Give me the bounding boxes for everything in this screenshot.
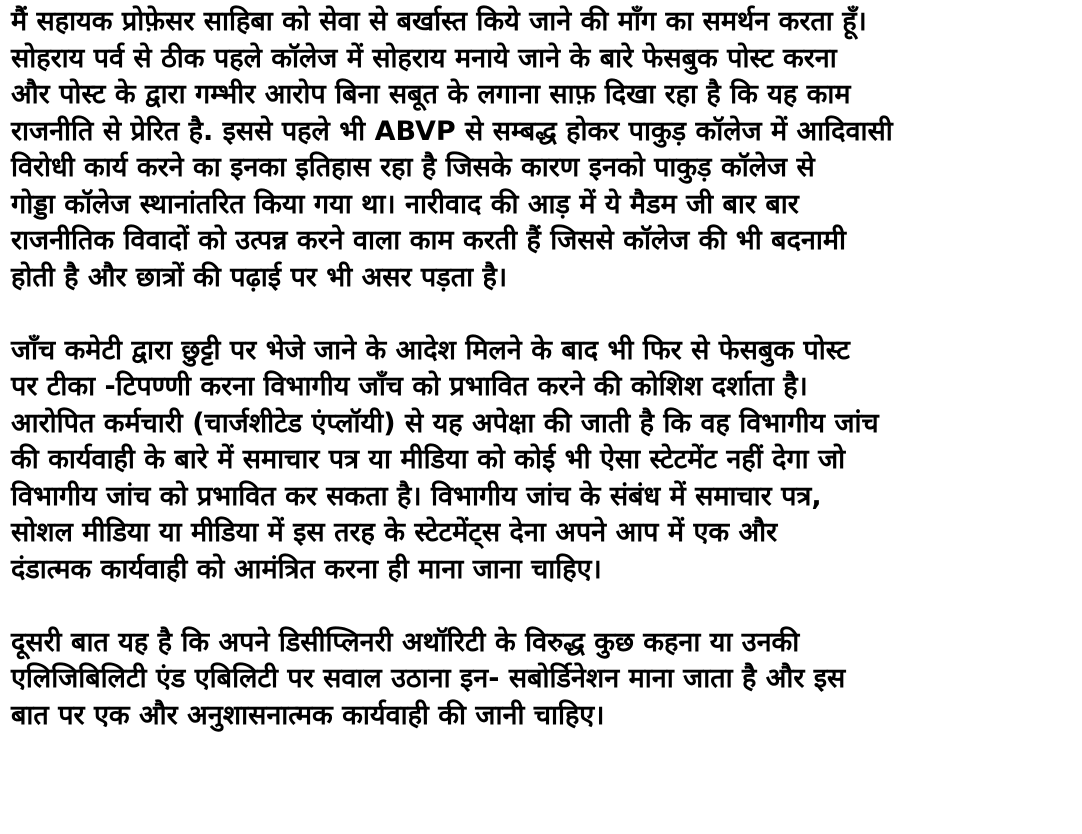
paragraph-gap bbox=[11, 296, 1072, 333]
text-line: मैं सहायक प्रोफ़ेसर साहिबा को सेवा से बर्खास्त किये जाने की माँग का समर्थन करता हूँ। bbox=[11, 6, 867, 37]
text-line: की कार्यवाही के बारे में समाचार पत्र या मीडिया को कोई भी ऐसा स्टेटमेंट नहीं देगा जो bbox=[11, 444, 846, 475]
paragraph-1 bbox=[11, 4, 1072, 296]
paragraph-3 bbox=[11, 625, 1072, 735]
text-line: विरोधी कार्य करने का इनका इतिहास रहा है जिसके कारण इनको पाकुड़ कॉलेज से bbox=[11, 152, 815, 183]
text-line: और पोस्ट के द्वारा गम्भीर आरोप बिना सबूत के लगाना साफ़ दिखा रहा है कि यह काम bbox=[11, 79, 851, 110]
text-line: दूसरी बात यह है कि अपने डिसीप्लिनरी अथॉरिटी के विरुद्ध कुछ कहना या उनकी bbox=[11, 626, 800, 658]
text-line: सोहराय पर्व से ठीक पहले कॉलेज में सोहराय मनाये जाने के बारे फेसबुक पोस्ट करना bbox=[11, 42, 837, 74]
paragraph-2 bbox=[11, 333, 1072, 589]
text-line: पर टीका -टिपण्णी करना विभागीय जाँच को प्रभावित करने की कोशिश दर्शाता है। bbox=[11, 371, 808, 402]
text-line: राजनीतिक विवादों को उत्पन्न करने वाला काम करती हैं जिससे कॉलेज की भी बदनामी bbox=[11, 225, 847, 256]
text-line: जाँच कमेटी द्वारा छुट्टी पर भेजे जाने के आदेश मिलने के बाद भी फिर से फेसबुक पोस्ट bbox=[11, 334, 850, 366]
text-line: सोशल मीडिया या मीडिया में इस तरह के स्टेटमेंट्स देना अपने आप में एक और bbox=[11, 517, 778, 548]
text-line: आरोपित कर्मचारी (चार्जशीटेड एंप्लॉयी) से यह अपेक्षा की जाती है कि वह विभागीय जांच bbox=[11, 407, 879, 439]
text-line: होती है और छात्रों की पढ़ाई पर भी असर पड़ता है। bbox=[11, 261, 508, 293]
text-line: एलिजिबिलिटी एंड एबिलिटी पर सवाल उठाना इन- सबोर्डिनेशन माना जाता है और इस bbox=[11, 663, 846, 694]
paragraph-gap bbox=[11, 588, 1072, 625]
text-line: बात पर एक और अनुशासनात्मक कार्यवाही की जानी चाहिए। bbox=[11, 699, 605, 731]
text-line: दंडात्मक कार्यवाही को आमंत्रित करना ही माना जाना चाहिए। bbox=[11, 553, 602, 585]
text-line: विभागीय जांच को प्रभावित कर सकता है। विभागीय जांच के संबंध में समाचार पत्र, bbox=[11, 480, 822, 512]
text-line: राजनीति से प्रेरित है. इससे पहले भी ABVP से सम्बद्ध होकर पाकुड़ कॉलेज में आदिवासी bbox=[11, 115, 893, 147]
text-line: गोड्डा कॉलेज स्थानांतरित किया गया था। नारीवाद की आड़ में ये मैडम जी बार बार bbox=[11, 188, 799, 220]
